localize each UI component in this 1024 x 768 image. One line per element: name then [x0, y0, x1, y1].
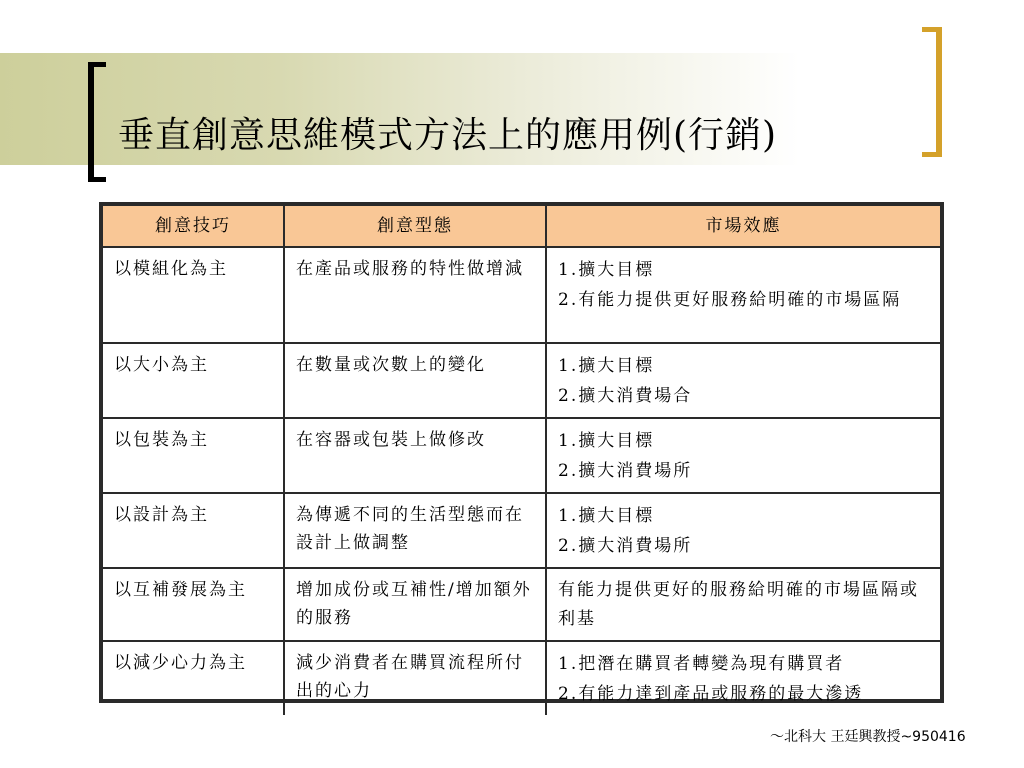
effect-cell [546, 641, 940, 715]
table-row [103, 568, 940, 641]
type-cell: 在產品或服務的特性做增減 [284, 247, 546, 343]
type-cell: 在容器或包裝上做修改 [284, 418, 546, 493]
technique-cell: 以包裝為主 [103, 418, 284, 493]
effect-item: 2.有能力提供更好服務給明確的市場區隔 [558, 290, 902, 310]
effect-item: 1.把潛在購買者轉變為現有購買者 [558, 654, 845, 674]
effect-item: 2.有能力達到產品或服務的最大滲透 [558, 684, 864, 704]
type-cell: 增加成份或互補性/增加額外的服務 [284, 568, 546, 641]
method-table [99, 202, 944, 703]
effect-cell [546, 418, 940, 493]
table-row [103, 418, 940, 493]
effect-item: 1.擴大目標 [558, 431, 655, 451]
effect-item: 1.擴大目標 [558, 260, 655, 280]
type-cell: 減少消費者在購買流程所付出的心力 [284, 641, 546, 715]
effect-cell [546, 343, 940, 418]
table-header-row [103, 206, 940, 247]
table-row [103, 343, 940, 418]
effect-item: 1.擴大目標 [558, 356, 655, 376]
effect-item: 2.擴大消費場合 [558, 386, 693, 406]
technique-cell: 以模組化為主 [103, 247, 284, 343]
effect-item: 有能力提供更好的服務給明確的市場區隔或利基 [558, 580, 919, 629]
slide-title: 垂直創意思維模式方法上的應用例(行銷) [118, 115, 778, 156]
technique-cell: 以減少心力為主 [103, 641, 284, 715]
table-row [103, 641, 940, 715]
technique-cell: 以互補發展為主 [103, 568, 284, 641]
technique-cell: 以大小為主 [103, 343, 284, 418]
table-row [103, 247, 940, 343]
header-effect: 市場效應 [546, 206, 940, 247]
technique-cell: 以設計為主 [103, 493, 284, 568]
header-technique: 創意技巧 [103, 206, 284, 247]
effect-item: 2.擴大消費場所 [558, 461, 693, 481]
effect-cell [546, 247, 940, 343]
effect-item: 1.擴大目標 [558, 506, 655, 526]
footer-credit: ～北科大 王廷興教授~950416 [770, 729, 966, 745]
method-table-grid [103, 206, 940, 715]
table-row [103, 493, 940, 568]
effect-cell [546, 568, 940, 641]
right-bracket-decoration [922, 27, 942, 157]
type-cell: 在數量或次數上的變化 [284, 343, 546, 418]
type-cell: 為傳遞不同的生活型態而在設計上做調整 [284, 493, 546, 568]
effect-item: 2.擴大消費場所 [558, 536, 693, 556]
effect-cell [546, 493, 940, 568]
left-bracket-decoration [88, 62, 106, 182]
header-type: 創意型態 [284, 206, 546, 247]
